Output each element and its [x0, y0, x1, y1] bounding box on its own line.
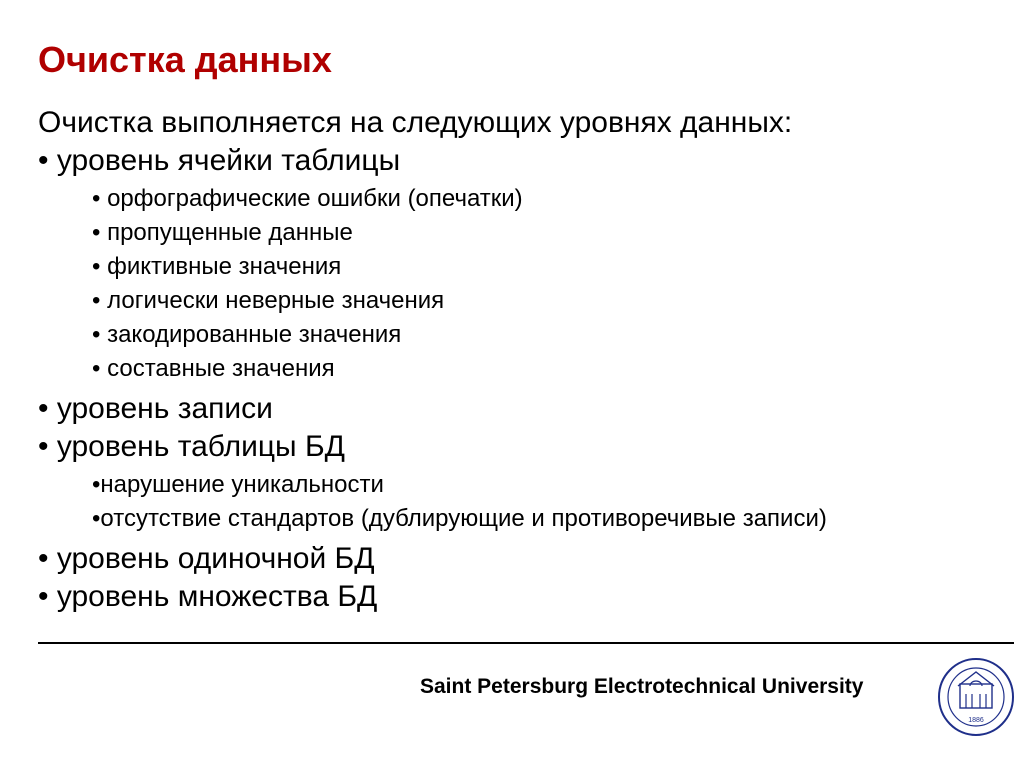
level-item-table: [38, 428, 827, 536]
level-label: • уровень одиночной БД: [38, 542, 375, 575]
sublist-item: • закодированные значения: [92, 321, 402, 348]
level-label: • уровень таблицы БД: [38, 430, 345, 463]
footer-divider: [38, 642, 1014, 644]
sublist-item: • фиктивные значения: [92, 253, 342, 280]
level-item-cell: [38, 142, 827, 386]
level-item-single-db: [38, 540, 827, 578]
sublist-item: • орфографические ошибки (опечатки): [92, 185, 523, 212]
intro-text: Очистка выполняется на следующих уровнях данных:: [38, 106, 793, 139]
sublist: [92, 182, 827, 386]
level-label: • уровень ячейки таблицы: [38, 144, 401, 177]
level-label: • уровень множества БД: [38, 580, 378, 613]
level-item-multiple-db: [38, 578, 827, 616]
level-item-record: [38, 390, 827, 428]
sublist: [92, 468, 827, 536]
slide-title: Очистка данных: [38, 39, 332, 80]
sublist-item: • пропущенные данные: [92, 219, 353, 246]
sublist-item: • логически неверные значения: [92, 287, 445, 314]
university-seal-icon: [936, 656, 1016, 738]
sublist-item: • составные значения: [92, 355, 335, 382]
seal-year: 1886: [968, 717, 984, 724]
levels-list: [38, 142, 827, 616]
institution-name: Saint Petersburg Electrotechnical University: [420, 675, 864, 698]
sublist-item: •отсутствие стандартов (дублирующие и противоречивые записи): [92, 505, 827, 532]
level-label: • уровень записи: [38, 392, 273, 425]
sublist-item: •нарушение уникальности: [92, 471, 384, 498]
